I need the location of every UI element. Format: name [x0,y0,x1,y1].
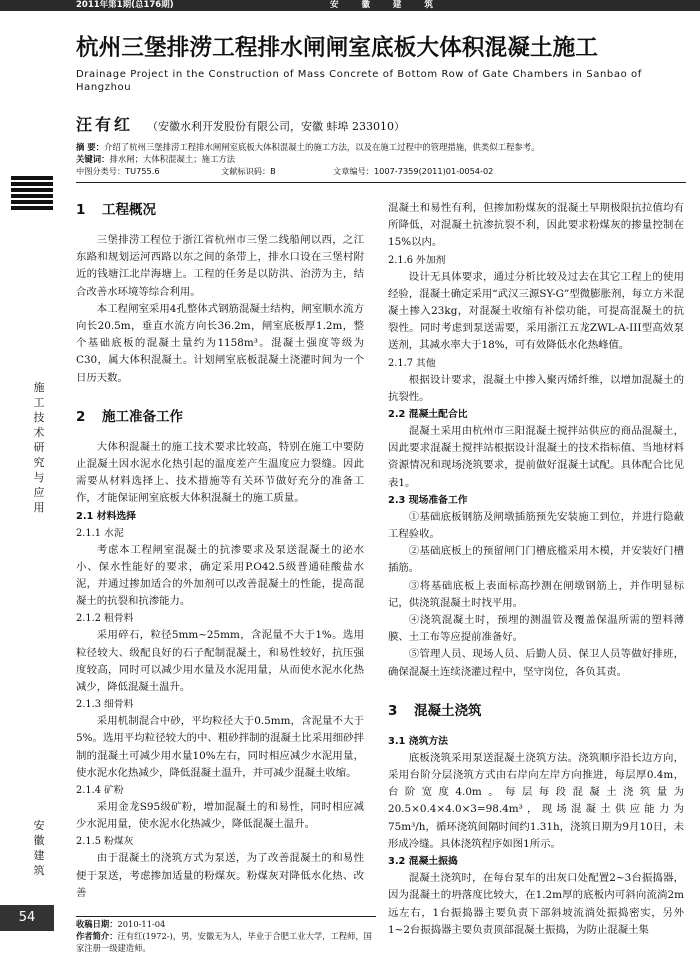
list-item: ⑤管理人员、现场人员、后勤人员、保卫人员等做好排班，确保混凝土连续浇灌过程中，坚守岗位，各负其责。 [388,648,684,678]
keywords: 关键词：排水闸；大体积混凝土；施工方法 [76,154,236,164]
list-item: ③将基础底板上表面标高抄测在闸墩钢筋上，并作明显标记，供浇筑混凝土时找平用。 [388,579,684,609]
article-title: 杭州三堡排涝工程排水闸闸室底板大体积混凝土施工 [76,35,599,61]
subsubsection-heading: 2.1.3 细骨料 [76,699,134,711]
decorative-bars [11,176,53,212]
paragraph: 采用金龙S95级矿粉，增加混凝土的和易性，同时相应减少水泥用量，使水泥水化热减少，降低混凝土温升。 [76,801,364,831]
paragraph: 三堡排涝工程位于浙江省杭州市三堡二线船闸以西，之江东路和规划运河西路以东之间的条带上，排水口设在三堡村附近的钱塘江北岸海塘上。工程的任务是以防洪、治涝为主，结合改善水环境等综合利用。 [76,234,364,298]
author-name: 汪有红 [76,115,134,134]
author-affiliation: （安徽水利开发股份有限公司，安徽 蚌埠 233010） [147,120,405,133]
english-title: Drainage Project in the Construction of Mass Concrete of Bottom Row of Gate Chambers in Sanbao of Hangzhou [76,69,642,93]
section-3-heading: 3 混凝土浇筑 [388,702,482,719]
left-column [76,200,364,902]
subsubsection-heading: 2.1.1 水泥 [76,527,124,539]
side-journal-label: 安徽建筑 [33,819,45,877]
subsubsection-heading: 2.1.7 其他 [388,357,436,369]
subsection-heading: 3.1 浇筑方法 [388,735,448,747]
paragraph: 本工程闸室采用4孔整体式钢筋混凝土结构，闸室顺水流方向长20.5m，垂直水流方向长36.2m，闸室底板厚1.2m，整个基础底板的混凝土量约为1158m³。混凝土强度等级为C30，属大体积混凝土。计划闸室底板混凝土浇灌时间为一个日历天数。 [76,302,364,384]
right-column [388,200,684,939]
paragraph: 由于混凝土的浇筑方式为泵送，为了改善混凝土的和易性便于泵送，考虑掺加适量的粉煤灰。粉煤灰对降低水化热、改善 [76,852,364,899]
subsubsection-heading: 2.1.5 粉煤灰 [76,836,134,848]
section-1-heading: 1 工程概况 [76,202,156,218]
received-date: 收稿日期：2010-11-04 [76,919,166,929]
footnote [76,918,376,954]
list-item: ①基础底板钢筋及闸墩插筋预先安装施工到位，并进行隐蔽工程验收。 [388,510,684,541]
journal-name: 安 徽 建 筑 [330,0,443,10]
subsection-heading: 3.2 混凝土振捣 [388,856,458,868]
paragraph: 混凝土采用由杭州市三阳混凝土搅拌站供应的商品混凝土，因此要求混凝土搅拌站根据设计混凝土的技术指标值、当地材料资源情况和现场浇筑要求，提前做好混凝土试配。具体配合比见表1。 [388,425,684,489]
header-rule [76,182,686,183]
paragraph: 底板浇筑采用泵送混凝土浇筑方法。浇筑顺序沿长边方向，采用台阶分层浇筑方式由右岸向左岸方向推进，每层厚0.4m，台阶宽度4.0m。每层每段混凝土浇筑量为20.5×0.4×4.0×3=98.4m³，现场混凝土供应能力为75m³/h，循环浇筑间隔时间约1.31h，浇筑日期为9月10日，未形成冷缝。具体浇筑程序如图1所示。 [388,751,684,850]
clc-number: 中图分类号：TU755.6 [76,166,160,176]
section-2-heading: 2 施工准备工作 [76,408,183,425]
paragraph: 混凝土和易性有利，但掺加粉煤灰的混凝土早期极限抗拉值均有所降低，对混凝土抗渗抗裂不利，因此要求粉煤灰的掺量控制在15%以内。 [388,202,684,249]
article-number: 文章编号：1007-7359(2011)01-0054-02 [333,166,494,176]
classification-row [76,165,686,177]
paragraph: 采用碎石，粒径5mm~25mm，含泥量不大于1%。选用粒径较大、级配良好的石子配制混凝土，和易性较好，抗压强度较高，同时可以减少用水量及水泥用量，从而使水泥水化热减少，降低混凝土温升。 [76,629,364,694]
page-number: 54 [0,905,54,931]
subsection-heading: 2.3 现场准备工作 [388,494,468,506]
paragraph: 采用机制混合中砂，平均粒径大于0.5mm，含泥量不大于5%。选用平均粒径较大的中、粗砂拌制的混凝土比采用细砂拌制的混凝土可减少用水量10%左右，同时相应减少水泥用量，使水泥水化热减少，降低混凝土温升，并可减少混凝土收缩。 [76,715,364,779]
subsection-heading: 2.2 混凝土配合比 [388,409,468,421]
paragraph: 大体积混凝土的施工技术要求比较高，特别在施工中要防止混凝土因水泥水化热引起的温度差产生温度应力裂缝。因此需要从材料选择上、技术措施等有关环节做好充分的准备工作，才能保证闸室底板大体积混凝土的施工质量。 [76,440,364,505]
paragraph: 设计无具体要求，通过分析比较及过去在其它工程上的使用经验，混凝土确定采用“武汉三源SY-G”型微膨胀剂，每立方米混凝土掺入23kg，对混凝土收缩有补偿功能，可提高混凝土的抗裂性。同时考虑到泵送需要，采用浙江五龙ZWL-A-III型高效泵送剂，其减水率大于18%，可有效降低水化热峰值。 [388,270,684,352]
abstract-block [76,141,686,177]
subsection-heading: 2.1 材料选择 [76,510,136,522]
author-line [76,112,676,135]
footnote-rule [76,916,376,917]
journal-header-bar [0,0,700,11]
side-section-label: 施工技术研究与应用 [33,381,45,514]
abstract: 摘 要：介绍了杭州三堡排涝工程排水闸闸室底板大体积混凝土的施工方法，以及在施工过程中的管理措施，供类似工程参考。 [76,142,540,152]
subsubsection-heading: 2.1.4 矿粉 [76,785,124,797]
paragraph: 根据设计要求，混凝土中掺入聚丙烯纤维，以增加混凝土的抗裂性。 [388,373,684,403]
subsubsection-heading: 2.1.6 外加剂 [388,254,446,266]
list-item: ②基础底板上的预留闸门门槽底槛采用木模，并安装好门槽插筋。 [388,545,684,575]
issue-label: 2011年第1期(总176期) [76,0,174,10]
paragraph: 考虑本工程闸室混凝土的抗渗要求及泵送混凝土的泌水小、保水性能好的要求，确定采用P.O42.5级普通硅酸盐水泥，并通过掺加适合的外加剂可以改善混凝土的性能，提高混凝土的抗裂和抗渗能力。 [76,543,364,608]
author-bio: 作者简介：汪有红(1972-)，男，安徽无为人，毕业于合肥工业大学，工程师，国家注册一级建造师。 [76,931,372,953]
doc-code: 文献标识码：B [221,166,276,176]
subsubsection-heading: 2.1.2 粗骨料 [76,613,134,625]
paragraph: 混凝土浇筑时，在每台泵车的出灰口处配置2~3台振捣器，因为混凝土的坍落度比较大，在1.2m厚的底板内可斜向流淌2m远左右，1台振捣器主要负责下部斜坡流淌处振捣密实，另外1~2台振捣器主要负责顶部混凝土振捣，为防止混凝土集 [388,872,684,936]
list-item: ④浇筑混凝土时，预埋的测温管及覆盖保温所需的塑料薄膜、土工布等应提前准备好。 [388,614,684,644]
